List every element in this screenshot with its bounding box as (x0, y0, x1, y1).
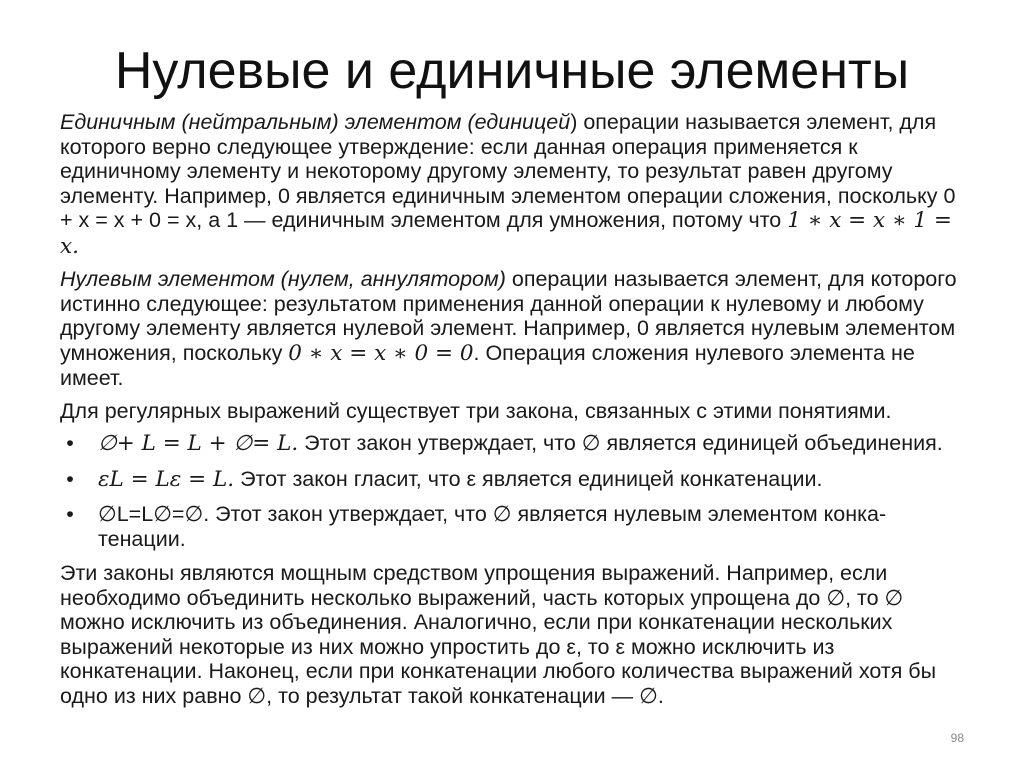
identity-formula: 1 ∗ x = x ∗ 1 = x. (60, 208, 952, 259)
slide-body (60, 110, 960, 716)
paragraph-zero-definition (60, 267, 960, 391)
identity-term: Единичным (нейтральным) элементом (единицей (60, 110, 571, 134)
law-text: Этот закон гласит, что ε является единицей конкатенации. (234, 466, 823, 491)
law-text: Этот закон утверждает, что ∅ является единицей объединения. (298, 431, 943, 455)
bullet-marker: • (66, 431, 74, 455)
law-formula: ∅L=L∅=∅. (98, 502, 210, 526)
bullet-marker: • (66, 466, 74, 491)
list-item (60, 467, 960, 493)
paragraph-identity-definition (60, 110, 960, 259)
law-formula: εL = Lε = L. (98, 466, 235, 492)
zero-formula: 0 ∗ x = x ∗ 0 = 0 (288, 340, 474, 366)
list-item (60, 431, 960, 457)
paragraph-laws-usage: Эти законы являются мощным средством упрощения выражений. Например, если необходимо объединить несколько выражений, часть которых упрощена до ∅, то ∅ можно исключить из объединения. Аналогично, если при конкатенации нескольких выражений некоторые из них можно упростить до ε, то ε можно исключить из конкатенации. Наконец, если при конкатенации любого количества выражений хотя бы одно из них равно ∅, то результат такой конкатенации — ∅. (60, 561, 937, 708)
paragraph-laws-intro: Для регулярных выражений существует три закона, связанных с этими понятиями. (60, 398, 892, 423)
page-number: 98 (950, 731, 964, 745)
identity-text: операции называется элемент, для которого верно следующее утверждение: если данная операция применяется к единичному элементу и некоторому другому элементу, то результат равен другому элементу. Например, 0 является единичным элементом операции сложения, поскольку 0 + x = x + 0 = x, а 1 — единичным элементом для умножения, потому что (60, 110, 956, 232)
identity-term-close: ) (570, 110, 578, 134)
zero-text: операции называется элемент, для которого истинно следующее: результатом применения данной операции к нулевому и любому другому элементу является нулевой элемент. Например, 0 является нулевым элементом умножения, поскольку (60, 267, 957, 365)
bullet-marker: • (66, 502, 74, 526)
law-text: Этот закон утверждает, что ∅ является нулевым элементом конка-тенации. (98, 502, 887, 551)
slide-title: Нулевые и единичные элементы (114, 42, 910, 100)
zero-tail: . Операция сложения нулевого элемента не имеет. (60, 340, 915, 390)
zero-term: Нулевым элементом (нулем, аннулятором) (60, 267, 506, 291)
law-formula: ∅+ L = L + ∅= L. (98, 431, 299, 456)
laws-list (60, 431, 960, 551)
list-item (60, 502, 960, 551)
